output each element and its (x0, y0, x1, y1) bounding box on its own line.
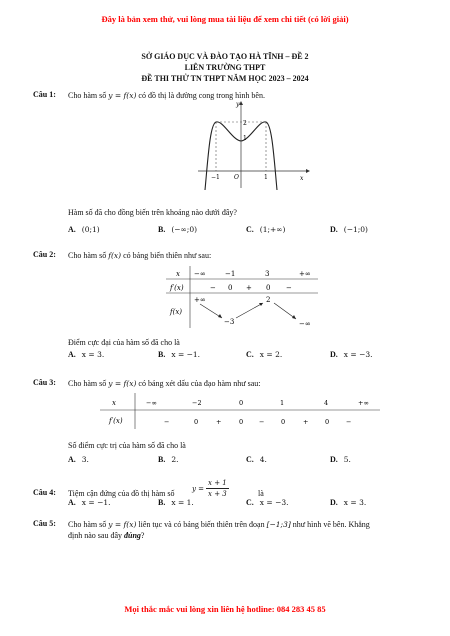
q3-s-8: − (346, 418, 352, 426)
q2-c-letter: C. (246, 350, 254, 359)
q2-c-value: x = 2. (259, 350, 283, 359)
q3-label: Câu 3: (33, 378, 56, 387)
q1-option-c[interactable] (246, 225, 285, 234)
q2-x-label: x (176, 270, 180, 278)
q3-x-0: −∞ (146, 399, 157, 407)
q1-post: có đồ thị là đường cong trong hình bên. (138, 91, 265, 100)
q3-s-7: 0 (325, 418, 330, 426)
q3-s-1: 0 (194, 418, 199, 426)
q3-option-b[interactable] (158, 455, 179, 464)
q2-label: Câu 2: (33, 250, 56, 259)
q2-f-2: 2 (266, 296, 271, 304)
q3-b-value: 2. (171, 455, 179, 464)
q1-func: y = f(x) (108, 91, 137, 100)
top-banner: Đây là bản xem thử, vui lòng mua tài liệu để xem chi tiết (có lời giải) (101, 14, 349, 24)
q4-a-value: x = −1. (81, 498, 111, 507)
q2-x-1: −1 (225, 270, 236, 278)
q2-x-2: 3 (265, 270, 270, 278)
y-axis-label: y (236, 101, 240, 108)
q2-x-0: −∞ (194, 270, 206, 278)
q4-a-letter: A. (68, 498, 76, 507)
q2-a-value: x = 3. (81, 350, 105, 359)
q4-option-d[interactable] (330, 498, 366, 507)
q2-pre: Cho hàm số (68, 251, 107, 260)
q4-option-a[interactable] (68, 498, 111, 507)
q2-sign-4: − (286, 284, 292, 292)
header-line-1: SỞ GIÁO DỤC VÀ ĐÀO TẠO HÀ TĨNH – ĐỀ 2 (141, 52, 309, 61)
q3-option-d[interactable] (330, 455, 351, 464)
q4-b-value: x = 1. (171, 498, 194, 507)
q3-x-label: x (112, 399, 116, 407)
q3-s-0: − (164, 418, 170, 426)
q5-post: như hình vẽ bên. Khẳng (292, 520, 370, 529)
q1-question: Hàm số đã cho đồng biến trên khoảng nào dưới đây? (68, 208, 237, 217)
q5-stem (68, 519, 428, 530)
q4-option-c[interactable] (246, 498, 289, 507)
header-line-2: LIÊN TRƯỜNG THPT (184, 63, 266, 72)
q2-option-a[interactable] (68, 350, 104, 359)
q2-variation-table (166, 266, 318, 328)
header-line-3: ĐỀ THI THỬ TN THPT NĂM HỌC 2023 – 2024 (141, 74, 309, 83)
q3-func: y = f(x) (108, 379, 137, 388)
q3-x-4: 4 (324, 399, 329, 407)
q3-option-a[interactable] (68, 455, 89, 464)
y-tick-2: 2 (243, 120, 247, 127)
q2-option-d[interactable] (330, 350, 373, 359)
q1-d-letter: D. (330, 225, 338, 234)
x-tick-neg1: −1 (211, 174, 220, 181)
q3-d-value: 5. (343, 455, 351, 464)
q5-func: y = f(x) (108, 520, 137, 529)
q3-c-letter: C. (246, 455, 254, 464)
q5-pre: Cho hàm số (68, 520, 107, 529)
q1-c-letter: C. (246, 225, 254, 234)
q2-func: f(x) (108, 251, 122, 260)
q5-stem-line2 (68, 530, 144, 541)
q2-sign-3: 0 (266, 284, 271, 292)
q2-stem (68, 250, 211, 261)
q2-fp-label: f′(x) (170, 284, 184, 292)
q3-s-3: 0 (239, 418, 244, 426)
q1-d-value: (−1;0) (343, 225, 368, 234)
q5-label: Câu 5: (33, 519, 56, 528)
q5-mid: liên tục và có bảng biến thiên trên đoạn (138, 520, 265, 529)
q2-f-0: +∞ (194, 296, 206, 304)
q3-option-c[interactable] (246, 455, 267, 464)
q1-label: Câu 1: (33, 90, 56, 99)
q1-c-value: (1;+∞) (259, 225, 286, 234)
q2-b-value: x = −1. (171, 350, 201, 359)
q3-s-6: + (303, 418, 309, 426)
x-axis-arrow (306, 169, 310, 173)
q2-sign-2: + (246, 284, 252, 292)
bottom-banner: Mọi thắc mắc vui lòng xin liên hệ hotline: 084 283 45 85 (124, 604, 326, 614)
q5-interval: [−1;3] (266, 520, 291, 529)
q3-s-5: 0 (281, 418, 286, 426)
q5-line2-em: đúng (124, 531, 141, 540)
q4-stem: Tiệm cận đứng của đồ thị hàm số (68, 489, 175, 498)
q4-c-value: x = −3. (259, 498, 289, 507)
q5-line2-post: ? (140, 531, 145, 540)
q3-x-1: −2 (192, 399, 202, 407)
q3-b-letter: B. (158, 455, 166, 464)
q3-a-letter: A. (68, 455, 76, 464)
q1-option-a[interactable] (68, 225, 100, 234)
q2-sign-0: − (210, 284, 216, 292)
y-axis-arrow (239, 101, 243, 105)
x-axis-label: x (300, 175, 304, 182)
q2-sign-1: 0 (228, 284, 233, 292)
q3-post: có bảng xét dấu của đạo hàm như sau: (138, 379, 261, 388)
q4-d-value: x = 3. (343, 498, 367, 507)
q1-graph (198, 98, 310, 190)
q3-d-letter: D. (330, 455, 338, 464)
q4-function (192, 478, 229, 499)
q4-label: Câu 4: (33, 488, 56, 497)
q2-d-value: x = −3. (343, 350, 373, 359)
q1-a-value: (0;1) (81, 225, 100, 234)
q1-b-value: (−∞;0) (171, 225, 198, 234)
q3-s-2: + (216, 418, 222, 426)
q4-denominator: x + 3 (208, 490, 227, 498)
q4-func-lhs: y = (192, 484, 205, 493)
q1-option-d[interactable] (330, 225, 368, 234)
q2-f-label: f(x) (170, 308, 183, 316)
q2-x-3: +∞ (299, 270, 311, 278)
q3-stem (68, 378, 260, 389)
q4-option-b[interactable] (158, 498, 194, 507)
y-tick-1: 1 (243, 135, 247, 142)
q3-a-value: 3. (81, 455, 89, 464)
q4-numerator: x + 1 (208, 479, 227, 487)
q4-c-letter: C. (246, 498, 254, 507)
q4-post: là (258, 489, 264, 498)
q2-a-letter: A. (68, 350, 76, 359)
q4-fraction (206, 478, 229, 499)
q3-pre: Cho hàm số (68, 379, 107, 388)
q1-pre: Cho hàm số (68, 91, 107, 100)
x-tick-1: 1 (264, 174, 268, 181)
q3-x-5: +∞ (358, 399, 369, 407)
q2-post: có bảng biến thiên như sau: (123, 251, 212, 260)
q2-question: Điểm cực đại của hàm số đã cho là (68, 338, 180, 347)
q3-question: Số điểm cực trị của hàm số đã cho là (68, 441, 186, 450)
q3-s-4: − (259, 418, 265, 426)
q2-option-c[interactable] (246, 350, 282, 359)
q4-b-letter: B. (158, 498, 166, 507)
q2-b-letter: B. (158, 350, 166, 359)
q1-b-letter: B. (158, 225, 166, 234)
q3-x-3: 1 (280, 399, 285, 407)
q2-f-3: −∞ (299, 320, 311, 328)
q3-fp-label: f′(x) (109, 417, 123, 425)
q5-line2-pre: định nào sau đây (68, 531, 122, 540)
q1-a-letter: A. (68, 225, 76, 234)
q1-option-b[interactable] (158, 225, 197, 234)
q2-option-b[interactable] (158, 350, 200, 359)
q2-d-letter: D. (330, 350, 338, 359)
q4-d-letter: D. (330, 498, 338, 507)
q3-c-value: 4. (259, 455, 267, 464)
origin-label: O (234, 174, 239, 181)
q3-sign-table (100, 393, 380, 429)
q2-f-1: −3 (224, 318, 235, 326)
q3-x-2: 0 (239, 399, 244, 407)
